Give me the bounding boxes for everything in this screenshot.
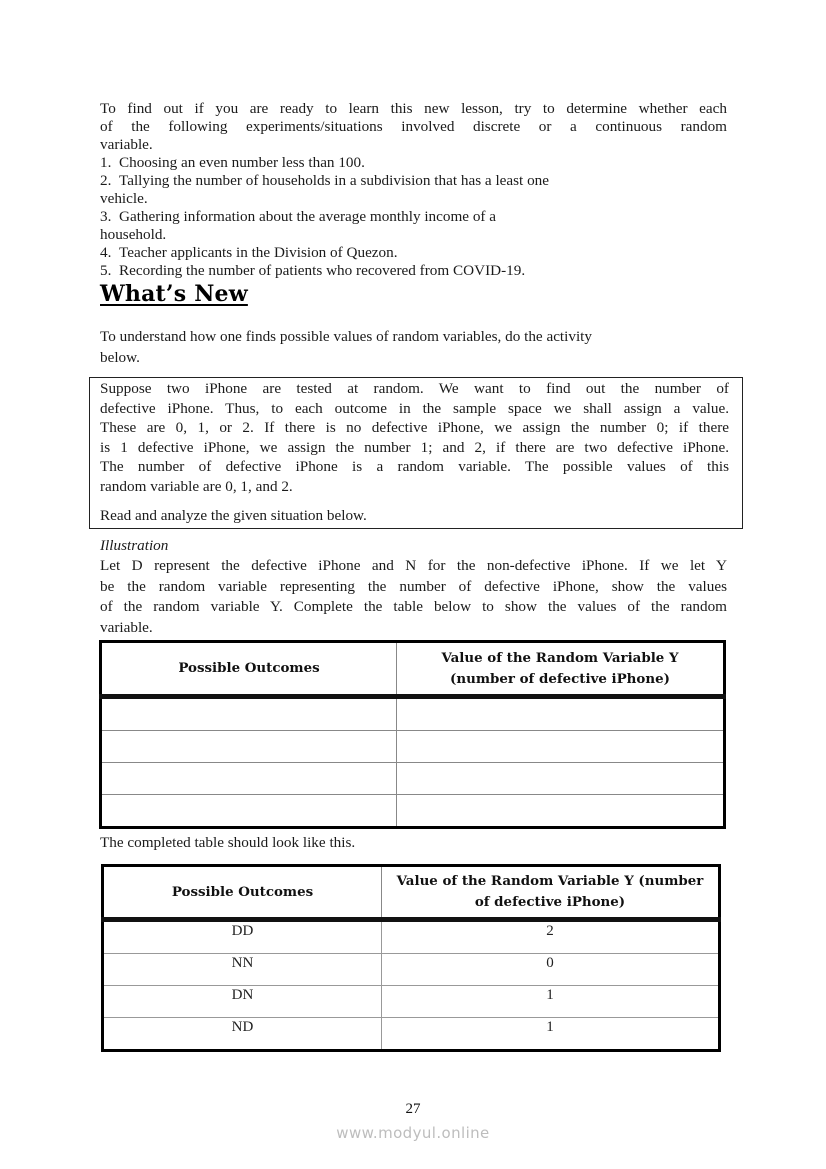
outcome-cell[interactable]	[101, 763, 397, 795]
list-number: 3.	[100, 208, 112, 225]
value-cell: 2	[382, 920, 720, 954]
illustration-line: be the random variable representing the number of defective iPhone, show the values	[100, 577, 727, 595]
whats-new-intro	[100, 326, 740, 368]
header-possible-outcomes	[101, 642, 397, 697]
outcome-cell: ND	[103, 1018, 382, 1051]
list-item-2-cont: vehicle.	[100, 190, 148, 207]
value-cell: 1	[382, 1018, 720, 1051]
table-row	[103, 920, 720, 954]
illustration-line: of the random variable Y. Complete the table below to show the values of the random	[100, 598, 727, 616]
table-header-row	[103, 866, 720, 920]
box-line: The number of defective iPhone is a random variable. The possible values of this	[100, 458, 729, 475]
page-number: 27	[405, 1101, 421, 1117]
intro-line: To find out if you are ready to learn this new lesson, try to determine whether each	[100, 100, 727, 117]
outcome-cell[interactable]	[101, 795, 397, 828]
table-row	[103, 1018, 720, 1051]
value-cell[interactable]	[397, 763, 725, 795]
value-cell[interactable]	[397, 731, 725, 763]
illustration-line: variable.	[100, 619, 153, 637]
list-text: Gathering information about the average monthly income of a	[118, 208, 497, 225]
box-line: is 1 defective iPhone, we assign the number 1; and 2, if there are two defective iPhone.	[100, 438, 729, 456]
value-cell: 1	[382, 986, 720, 1018]
list-number: 5.	[100, 262, 112, 279]
value-cell: 0	[382, 954, 720, 986]
outcome-cell: NN	[103, 954, 382, 986]
table-row	[103, 954, 720, 986]
header-random-variable-value	[397, 642, 725, 697]
intro-section	[100, 100, 727, 280]
illustration-text	[100, 556, 727, 639]
header-line: Value of the Random Variable Y	[441, 649, 679, 666]
outcome-cell: DD	[103, 920, 382, 954]
list-item-3-cont: household.	[100, 226, 167, 243]
table-row	[103, 986, 720, 1018]
activity-box	[89, 377, 743, 529]
box-line: These are 0, 1, or 2. If there is no defective iPhone, we assign the number 0; if there	[100, 419, 729, 436]
outcome-cell[interactable]	[101, 731, 397, 763]
header-line: Possible Outcomes	[171, 883, 314, 900]
list-item-3	[100, 208, 727, 226]
list-text: Teacher applicants in the Division of Quezon.	[118, 244, 398, 261]
list-text: Choosing an even number less than 100.	[118, 154, 365, 171]
header-line: of defective iPhone)	[474, 894, 626, 910]
list-item-2	[100, 172, 727, 190]
list-number: 2.	[100, 172, 112, 189]
table-row	[101, 697, 725, 731]
list-text: Recording the number of patients who recovered from COVID-19.	[118, 262, 526, 279]
list-item-5	[100, 262, 727, 280]
table-row	[101, 731, 725, 763]
outcome-cell[interactable]	[101, 697, 397, 731]
outcome-cell: DN	[103, 986, 382, 1018]
header-random-variable-value	[382, 866, 720, 920]
completed-outcomes-table	[101, 864, 721, 1052]
section-heading: What’s New	[100, 281, 248, 307]
illustration-label: Illustration	[100, 537, 169, 554]
intro-line: variable.	[100, 136, 153, 153]
list-item-1	[100, 154, 727, 172]
completed-table-caption: The completed table should look like this.	[100, 834, 356, 851]
table-row	[101, 763, 725, 795]
whats-new-intro-line: below.	[100, 349, 140, 366]
table-row	[101, 795, 725, 828]
box-line: random variable are 0, 1, and 2.	[100, 477, 293, 495]
header-line: Value of the Random Variable Y (number	[396, 873, 704, 889]
intro-line: of the following experiments/situations involved discrete or a continuous random	[100, 118, 727, 135]
header-possible-outcomes	[103, 866, 382, 920]
list-item-4	[100, 244, 727, 262]
box-read-line: Read and analyze the given situation below.	[100, 507, 367, 524]
watermark: www.modyul.online	[336, 1124, 490, 1142]
whats-new-intro-line: To understand how one finds possible values of random variables, do the activity	[100, 328, 592, 345]
box-line: defective iPhone. Thus, to each outcome in the sample space we shall assign a value.	[100, 399, 729, 417]
value-cell[interactable]	[397, 697, 725, 731]
list-text: Tallying the number of households in a subdivision that has a least one	[118, 172, 550, 189]
box-line: Suppose two iPhone are tested at random. We want to find out the number of	[100, 380, 729, 397]
header-line: (number of defective iPhone)	[450, 670, 670, 687]
list-number: 1.	[100, 154, 112, 171]
list-number: 4.	[100, 244, 112, 261]
activity-box-text	[100, 379, 729, 496]
value-cell[interactable]	[397, 795, 725, 828]
blank-outcomes-table	[99, 640, 726, 829]
illustration-line: Let D represent the defective iPhone and N for the non-defective iPhone. If we let Y	[100, 557, 727, 574]
table-header-row	[101, 642, 725, 697]
header-line: Possible Outcomes	[178, 660, 320, 676]
